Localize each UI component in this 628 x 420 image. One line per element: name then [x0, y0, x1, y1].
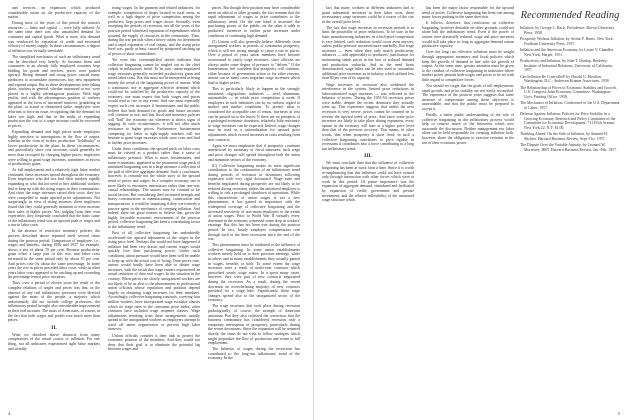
- article-column-3: [208, 6, 300, 404]
- reading-list-item: Prosperity Without Inflation, by Arthur F. Burns. New York: Fordham University Press, 1957.: [520, 37, 614, 46]
- paragraph: Over the long run, effective solutions must be sought through appropriate monetary and fiscal policies which keep the growth of demand in line with the growth of output. At the same time, greater attention must be given to the conduct of collective bargaining in industries where market power permits both wages and prices to be set with little regard to competitive forces.: [422, 50, 514, 82]
- reading-list-item: Can Inflation Be Controlled? by Harold G. Moulton. Washington, D.C.: Anderson Kramer Associates, 1958.: [520, 74, 610, 83]
- paragraph: has been the major factor responsible for the upward trend of prices. Collective bargaining has been one among many forces pushing in the same direction.: [422, 6, 514, 20]
- article-column-2: [108, 6, 200, 404]
- right-page: [314, 0, 628, 420]
- paragraph: The simplified mechanics of such an inflationary trend can be described very briefly. As business firms and consumers in an already fully employed economy kept bidding for goods and services, prices were pushed upward. Rising demand and rising prices caused many producers to accumulate inventories, buy new equipment and expand output. But as these developments were taking place, workers in general, whether unionized or not, were placed in a highly advantageous position. With high profits, and with the advantageous position of workers appeared in the form of increased turnover, grumbling in the plant, or actual or threatened strike, employers were reluctant to force an issue, recognizing that the demand for labor was high, and that in the midst of expanding production the cost of a wage increase could be recovered in prices.: [8, 54, 100, 128]
- paragraph: We must conclude then that the influence of collective bargaining has been at work from a time. Since it is worth re-emphasizing that this influence could not have existed only through interaction with other forces which were at work in this period. Of prime importance was the expansion of aggregate demand, stimulated and facilitated by expansion of credit; government and private investment; and the relative inflexibility of the unionized wage structure which: [322, 161, 414, 203]
- paragraph: During most of the years of this period the nation's resources — labor and capital — were fully utilized. At the same time there was also unsatisfied demand for consumer and capital goods. What is more, this demand was reinforced by expansion of credit and increased velocity of money supply. In these circumstances, a degree of inflation was virtually inevitable.: [8, 21, 100, 53]
- paragraph: As full employment and a relatively tight labor market continued, these increases spread throughout the economy. Even employers who did not find their markets rapidly expanding or who did not need to hire additional workers had to keep up with the rising wages in their communities. And since the wage increases raised their costs, they too were compelled to make upward price adjustments. Not surprisingly, in view of rising incomes, these employers found that they could generally maintain or even increase their sales at higher prices. Yet, judging from their own experience, they frequently concluded that the basic cause of the inflationary trend was an upward push of wages and a rise in labor costs.: [8, 168, 100, 228]
- paragraph: This is particularly likely to happen in the strongly unionized, oligopolistic industries — steel, aluminum, automobiles — in which price competition is weak. If employers in such industries can by no without regard to market and market conditions. To protect what is considered the acceptable rate of return, increases in cost can be passed on to the buyer. If there are no prospects of a prolonged economic downturn, relatively little resistance to wage increases can be expected. Indeed, wage changes may be used as a rationalization for upward price adjustments which exceed increases in costs resulting from new contracts.: [208, 87, 300, 142]
- paragraph: The behavior of wages during the recessions has contributed to the long-run inflationary trend of the economy. In the: [208, 347, 300, 361]
- article-column-5: [422, 6, 514, 404]
- recommended-reading-sidebar: [520, 6, 620, 406]
- paragraph: In the absence of restrictive monetary policies, the process described above repeated itself several times during the postwar period. Comparison of employee, i.e., wages and benefits, during 1956 and 1957 for example, shows a rise of about 70 per cent. Because productivity gains offset a large part of this rise, unit labor costs increased in the same period only by about 35 per cent. And prices rose by about the same percentage. In some years the rise in prices preceded labor costs, while in other years labor costs appeared to be catching up and exceeding (in percentage terms) price increases.: [8, 229, 100, 280]
- reading-list-item: The Mechanics of Inflation. Conference of the U.S. Department of Labor, 1957.: [520, 101, 620, 110]
- paragraph: Thus, over a period of eleven years the result of the complex relations of wages and prices was that, in the absence of any real inflationary pressures were directed against the mass of the people, a majority which unfortunately did not include college professors, the inflationary period brought also considerable improvement in their real incomes. The mass of Americans, of course, in the fact that both wages and profits rose much more than prices.: [8, 281, 100, 323]
- paragraph: (3) Unions will also generally behave differently from unorganized workers in periods of continuous prosperity, which is still not strong enough to cause a rise in prices. Over a period of years union members have become accustomed to yearly wage increases, since officials are always under some degree of pressure to "deliver." If the businessman feel confident that prosperity will continue, either because of government action or for other reasons, unions can in many cases negotiate wage increases which lead to higher prices.: [208, 39, 300, 85]
- article-column-1: [8, 6, 100, 404]
- paragraph: rising wages. In the garment and related industries, for example, competition of shops located in rural areas, as well as a high degree of price competition among the producers, kept prices and wages down. Secondly, even excepting the periods of recession, not all the years of the postwar period witnessed expansion of expenditures which strained the supply of resources in the community. Thus, during the war periods when a heavy outlay for investment and a rapid expansion of real output, and the rising price level was, partly at least, caused by postponed catching up of prices of short commodities.: [108, 6, 200, 56]
- paragraph: Unions officials consider it their task to protect the economic position of the members. And they would not deny that their goal is to eliminate the potential lag between wages and: [108, 333, 200, 352]
- reading-list-item: Inflation and the American Economy, by Lester V. Chandler. New York: Harper, 1951.: [520, 48, 615, 57]
- paragraph: Finally, a better public understanding of the role of collective bargaining in the inflationary process would help to remove much of the bitterness which now surrounds the discussion. Neither management nor labor alone can be held responsible for creeping inflation; both, however, share the obligation to exercise restraint in the use of their economic power.: [422, 113, 514, 145]
- paragraph: What we sketched above abstracts from many complexities of the actual course of inflation. For one thing, not all industries experienced tight labor markets and steadily: [8, 332, 100, 351]
- paragraph: and services, an expansion which produced considerable strain on the productive capacity of the nation.: [8, 6, 100, 20]
- paragraph: Wage increases in recession also weakened the interference in the system, limited price reductions in labor-unionized wage increases — was reflected in the behavior of prices. During the 1953-54 recession prices were stable, despite the recent downturn they actually went up. This experience suggests that unless the next recession is very severe, prices cannot be counted on to reverse the upward trend of price. And since some price increases are likely to take place during expansion, every upturn in the economy will start at a higher price level than that of the previous recovery. This means, in other words, that when prosperity is short lived, in such a collective bargaining contributes to price rigidity in recessions it contributes also a force contributing to a long run inflationary trend.: [322, 82, 414, 151]
- page-number-right: 5: [617, 411, 620, 416]
- paragraph: Under these conditions, the upward push on labor costs must be viewed as a product rather than a cause of inflationary pressure. What is more, businessmen, and some economists, appeared as the prominent wage push of unionized bargaining was in a large measure a reflection of the pull of effective aggregate demand. Such a conclusion, however, is certainly not the whole story of the upward trend of prices and wages. In a complex economy one is more likely to encounter interactions rather than one-way causal relationships. The unions may be counted to be social factors. But considering their increased strength and heavy concentration in manufacturing, construction and transportation, it would be surprising if they were merely a passive agent in the mechanics of creeping inflation. And indeed, there are good reasons to believe that, given the highly favorable economic environment of the postwar period, collective bargaining has been a contributing factor to the inflationary trend.: [108, 146, 200, 229]
- reading-list-item: Productivity and Inflation, by John T. Dunlop. Berkeley: Institute of Industrial Relations, University of California, 1957.: [520, 59, 613, 72]
- section-heading: II.: [51, 324, 57, 331]
- paragraph: First of all, collective bargaining has undoubtedly accelerated the upward adjustment of the wages in the rising price level. Perhaps this would not have happened if inflation had been very drastic and current wages would quickly lose their purchasing power. Under such conditions, union pressure would have been well be unable to keep up with the actual cost of living. Once prices rose, unions would hardly have been able to obtain wage increases, with the result that wage earners experienced an actual reduction of their real wages. In the situation in the country. When prices rise slowly, unorganized workers are not likely to be as alert to the phenomenon as professional union officials whose reputation and position depend largely on obtaining wage increases for their members. Accordingly, collective bargaining contracts, covering four million workers, have incorporated wage escalator clauses which tie wage rates to the consumer price index; other contracts have included wage reopener clauses. Wage adjustments resulting from these arrangements usually spread to the unorganized workers as employers attempt to ward off union organization or prevent high labor turnover.: [108, 231, 200, 332]
- paragraph: It follows, therefore, that restrictions on collective bargaining, however desirable on other grounds, could not alone halt the inflationary trend. Even if the power of unions were drastically reduced, wage and price increases would still take place so long as aggregate demand outran productive capacity.: [422, 21, 514, 49]
- paragraph: fact that many workers in different industries had to grant substantial increases in their labor costs, these recessionary wage increases could be a source of the rise in the overall price level.: [322, 6, 414, 24]
- paragraph: prices. But though their position may have considerable merit on ethical or other grounds, the fact remains that the rapid adjustment of wages to price contributes to the inflationary trend. On the one hand it increases the purchasing power of the public; on the other it adds to producers' incentive to further price increases under conditions of continuing high demand.: [208, 6, 300, 38]
- reading-list-item: The Relationship of Prices to Economic Stability and Growth. U.S. Congress Joint Economic Committee. Washington: Govt. Printing Office, 1958.: [520, 85, 617, 99]
- paragraph: Yet even this oversimplified sketch indicates that collective bargaining cannot be singled out as the chief culprit in inflationary trend. To be sure, union-negotiated wage increases generally exceeded productivity gains and raised labor costs. But this must not be interpreted as being mainly the result of the bargaining power of unions. With a continuous rise in aggregate effective demand which could not be satisfied by the productive capacity of the economy, one must expect that both wages and prices would tend to rise in any event. And one must especially expect such cost increases if businessmen and the public believe that both demand for goods and future incomes will continue to rise, and that fiscal and monetary policies will "bail" the economy out whenever it shows signs of sagging. In such circumstances, it will not offer much resistance to higher prices. Furthermore, businessmen competing for labor in tight-supply markets will not hesitate to grant wage increases which raise costs and lead to further price increases.: [108, 58, 200, 145]
- paragraph: Nor should we forget that the goals of full employment, rapid growth, and price stability are not easily reconciled. The experience of the postwar years suggests that some measure of compromise among these objectives is unavoidable, and that the public must be prepared to accept it.: [422, 84, 514, 111]
- paragraph: The wage increases that took place during recession pathologically, of course, the strength of American unionism. But they also reflected the conviction that the business community has considered recession only a temporary interruption of prosperity, particularly during the recent downturns. Since the expansion will be resumed shortly, the firms do not wish to follow strategies which might jeopardize the flow of production and return to full employment.: [208, 304, 300, 346]
- section-heading: III.: [364, 153, 372, 160]
- paragraph: (C) Collective bargaining makes its most significant contribution to the continuation of an inflationary trend during periods of recession or downturns following expansion with very rigid downward. Wage rates and benefits negotiated during prosperity are not likely to be reduced during recession, unless the unionized employer is willing to risk a prolonged shutdown of operations. While this characteristic of union wages is not a new phenomenon, it has gained in importance with the widespread coverage of collective bargaining and the increased sensitivity of non-union employers to the trends of union wages. Prior to World War II virtually every downturn in the economy witnessed some drop in workers' earnings. But this has not been true during the postwar period. In fact, hourly employee compensation rose through each of the three recessions since the end of the war.: [208, 163, 300, 242]
- paragraph: Expanding demand and high prices made employers highly sensitive to interruptions in the flow of output, whether in the form of strikes, production "holdbacks" or lower productivity in the plant. In these circumstances, and particularly since cost increases could generally be more than recouped by charging higher prices, employers were willing to grant wage increases, sometimes in excess of productivity gains.: [8, 129, 100, 167]
- paragraph: The fact that wage increases in recession periods is to limit the possibility of price reductions. To be sure, in the basic manufacturing industries, in which price competition is very limited, such reduction would occur even anyway, unless public pressure increased more markedly. But wage increases — even when they only match productivity advances — add appreciably to producers' justification for maintaining stable prices in the face of reduced demand and production cutbacks. And as the need firms demonstrated, wage hikes can be also used to rationalize additional price increases as in industry which utilized less than 80 per cent of its capacity.: [322, 25, 414, 81]
- paragraph: This phenomenon must be attributed to the influence of collective bargaining. In some union establishments workers merely held on to their previous earnings, while in others and in many establishments they actually gained in wages, benefits or both. To some extent the wage increases were a result of multi-year contracts which prescribed yearly wage raises. In a great many cases, however, they were part of new contracts negotiated during the recession. As a result, during the recent downturn an overwhelming majority of new contracts provided for a wage hike. Significantly, these wage changes spread also to the unorganized sector of the economy.: [208, 243, 300, 303]
- reading-list-item: Defense Against Inflation: Policies for Price Stability in a Growing Economy. Research and Policy Committee of the Committee for Economic Development, 711 Fifth Avenue, New York 22, N.Y. $1.00.: [520, 112, 616, 130]
- article-column-4: [322, 6, 414, 404]
- paragraph: Again we must emphasize that if prosperity continues unrestricted by monetary or fiscal measures, such wage and price changes will spread throughout both the union and nonunion sectors of the economy.: [208, 143, 300, 162]
- reading-list-item: Inflation, by George L. Bach. Providence: Brown University Press, 1958.: [520, 26, 615, 35]
- page-number-left: 4: [8, 411, 11, 416]
- reading-list-item: The Dispute Over the Variable Annuity, by Leonard W. Morrissey. HBT. Harvard Business Review, Jan.-Feb. 1957.: [520, 143, 617, 152]
- reading-list-item: Thinking Ahead: On the Side of Inflation, by Sumner H. Slichter. Harvard Business Review, Sept.-Oct. 1957.: [520, 132, 608, 141]
- sidebar-title: Recommended Reading: [520, 10, 620, 21]
